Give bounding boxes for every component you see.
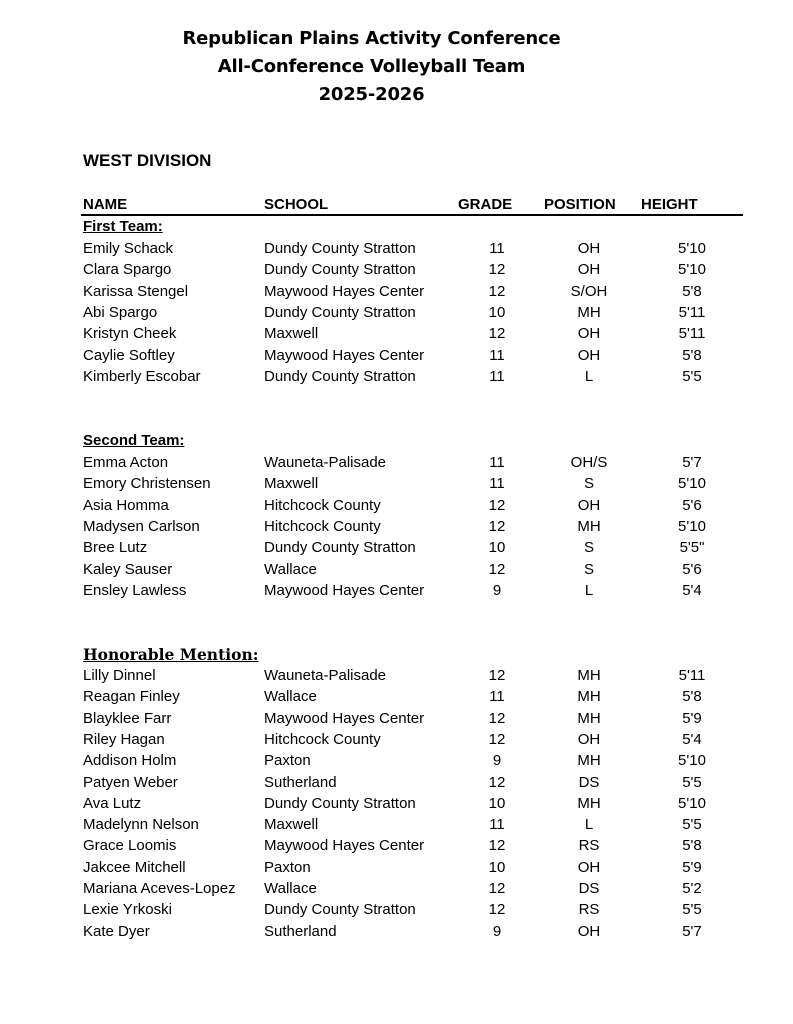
- player-name: Bree Lutz: [83, 539, 148, 557]
- player-grade: 11: [489, 367, 505, 385]
- player-position: OH: [577, 922, 601, 940]
- player-school: Wallace: [264, 688, 317, 706]
- player-height: 5'10: [678, 752, 706, 770]
- section-second-team-heading: Second Team:: [83, 432, 185, 449]
- player-height: 5'8: [682, 837, 702, 855]
- player-height: 5'5: [682, 901, 702, 919]
- player-height: 5'9: [682, 709, 702, 727]
- player-name: Clara Spargo: [83, 261, 172, 279]
- player-position: L: [584, 581, 594, 599]
- player-name: Blayklee Farr: [83, 709, 172, 727]
- player-name: Patyen Weber: [83, 773, 178, 791]
- table-row: [0, 901, 793, 922]
- column-header-name: NAME: [83, 196, 128, 213]
- player-height: 5'5": [679, 539, 705, 557]
- player-school: Dundy County Stratton: [264, 901, 416, 919]
- player-height: 5'10: [678, 240, 706, 257]
- player-grade: 9: [492, 581, 502, 599]
- player-name: Jakcee Mitchell: [83, 858, 186, 876]
- player-position: MH: [577, 517, 601, 535]
- player-name: Emily Schack: [83, 240, 174, 257]
- section-first-team-heading: First Team:: [83, 218, 163, 235]
- table-row: [0, 454, 793, 475]
- player-height: 5'2: [682, 880, 702, 897]
- table-row: [0, 688, 793, 709]
- player-school: Maxwell: [264, 816, 319, 834]
- player-height: 5'9: [682, 858, 702, 876]
- player-grade: 12: [488, 517, 506, 535]
- player-name: Abi Spargo: [83, 303, 158, 321]
- player-name: Kimberly Escobar: [83, 367, 201, 385]
- player-height: 5'5: [682, 816, 702, 834]
- player-height: 5'8: [682, 346, 702, 364]
- player-name: Lilly Dinnel: [83, 667, 156, 684]
- player-height: 5'10: [678, 475, 706, 493]
- player-grade: 12: [488, 282, 506, 300]
- section-honorable-mention-heading: Honorable Mention:: [83, 645, 259, 664]
- player-grade: 11: [489, 240, 505, 257]
- division-heading: WEST DIVISION: [83, 151, 212, 170]
- player-name: Emma Acton: [83, 454, 169, 471]
- player-height: 5'8: [682, 282, 702, 300]
- player-name: Madysen Carlson: [83, 517, 200, 535]
- player-position: MH: [577, 752, 601, 770]
- player-school: Paxton: [264, 858, 311, 876]
- player-grade: 11: [489, 346, 505, 364]
- player-grade: 10: [488, 539, 506, 557]
- player-position: OH: [577, 496, 601, 514]
- player-grade: 9: [492, 922, 502, 940]
- player-school: Dundy County Stratton: [264, 794, 416, 812]
- player-grade: 9: [492, 752, 502, 770]
- player-position: RS: [578, 901, 600, 919]
- player-height: 5'11: [678, 325, 706, 343]
- player-position: OH: [577, 346, 601, 364]
- table-row: [0, 837, 793, 858]
- player-grade: 10: [488, 303, 506, 321]
- player-grade: 12: [488, 261, 506, 279]
- player-height: 5'10: [678, 261, 706, 279]
- document-title-season: 2025-2026: [318, 84, 425, 105]
- player-name: Madelynn Nelson: [83, 816, 199, 834]
- document-title-conference: Republican Plains Activity Conference: [182, 28, 561, 49]
- player-school: Maywood Hayes Center: [264, 581, 425, 599]
- player-position: MH: [577, 688, 601, 706]
- table-row: [0, 752, 793, 773]
- player-grade: 12: [488, 709, 506, 727]
- player-name: Lexie Yrkoski: [83, 901, 172, 919]
- player-name: Reagan Finley: [83, 688, 180, 706]
- player-position: OH: [577, 325, 601, 343]
- table-row: [0, 582, 793, 603]
- player-height: 5'5: [682, 367, 702, 385]
- player-height: 5'4: [682, 581, 702, 599]
- table-row: [0, 561, 793, 582]
- player-position: OH: [577, 240, 601, 257]
- player-school: Paxton: [264, 752, 311, 770]
- table-row: [0, 304, 793, 325]
- player-position: S/OH: [570, 282, 608, 300]
- player-school: Maywood Hayes Center: [264, 346, 425, 364]
- player-height: 5'6: [682, 496, 702, 514]
- player-grade: 11: [489, 816, 505, 834]
- player-height: 5'10: [678, 794, 706, 812]
- player-position: DS: [578, 773, 600, 791]
- player-position: MH: [577, 303, 601, 321]
- player-position: S: [583, 475, 594, 493]
- player-position: OH: [577, 261, 601, 279]
- player-height: 5'11: [678, 667, 706, 684]
- player-height: 5'7: [682, 454, 702, 471]
- player-position: DS: [578, 880, 600, 897]
- table-row: [0, 497, 793, 518]
- player-grade: 12: [488, 730, 506, 748]
- table-row: [0, 880, 793, 901]
- table-row: [0, 368, 793, 389]
- player-position: L: [584, 367, 594, 385]
- player-school: Hitchcock County: [264, 730, 381, 748]
- player-grade: 12: [488, 837, 506, 855]
- player-grade: 12: [488, 496, 506, 514]
- player-name: Karissa Stengel: [83, 282, 189, 300]
- player-height: 5'11: [678, 303, 706, 321]
- table-row: [0, 518, 793, 539]
- player-school: Hitchcock County: [264, 496, 381, 514]
- player-position: L: [584, 816, 594, 834]
- table-row: [0, 774, 793, 795]
- player-height: 5'4: [682, 730, 702, 748]
- player-school: Maxwell: [264, 475, 319, 493]
- player-school: Maywood Hayes Center: [264, 282, 425, 300]
- table-row: [0, 816, 793, 837]
- player-school: Wauneta-Palisade: [264, 454, 387, 471]
- player-school: Dundy County Stratton: [264, 303, 416, 321]
- player-name: Kaley Sauser: [83, 560, 173, 578]
- player-school: Sutherland: [264, 773, 337, 791]
- table-row: [0, 283, 793, 304]
- player-position: MH: [577, 667, 601, 684]
- player-height: 5'7: [682, 922, 702, 940]
- player-school: Maywood Hayes Center: [264, 837, 425, 855]
- player-school: Wallace: [264, 560, 317, 578]
- player-position: MH: [577, 794, 601, 812]
- player-grade: 12: [488, 901, 506, 919]
- table-row: [0, 795, 793, 816]
- column-header-school: SCHOOL: [264, 196, 329, 213]
- player-height: 5'10: [678, 517, 706, 535]
- player-name: Emory Christensen: [83, 475, 211, 493]
- table-row: [0, 240, 793, 261]
- player-school: Hitchcock County: [264, 517, 381, 535]
- player-position: MH: [577, 709, 601, 727]
- player-grade: 12: [488, 773, 506, 791]
- table-row: [0, 667, 793, 688]
- table-row: [0, 347, 793, 368]
- table-row: [0, 261, 793, 282]
- table-row: [0, 859, 793, 880]
- player-name: Asia Homma: [83, 496, 169, 514]
- player-position: OH: [577, 730, 601, 748]
- player-grade: 11: [489, 454, 505, 471]
- player-name: Grace Loomis: [83, 837, 177, 855]
- player-position: S: [583, 539, 594, 557]
- player-grade: 10: [488, 794, 506, 812]
- column-header-height: HEIGHT: [641, 196, 698, 213]
- player-school: Wallace: [264, 880, 317, 897]
- document-title-team: All-Conference Volleyball Team: [217, 56, 526, 77]
- player-school: Dundy County Stratton: [264, 261, 416, 279]
- player-name: Addison Holm: [83, 752, 177, 770]
- player-grade: 12: [488, 560, 506, 578]
- player-school: Dundy County Stratton: [264, 539, 416, 557]
- player-school: Maxwell: [264, 325, 319, 343]
- table-row: [0, 731, 793, 752]
- player-height: 5'6: [682, 560, 702, 578]
- column-header-position: POSITION: [544, 196, 616, 213]
- player-position: S: [583, 560, 594, 578]
- player-name: Kristyn Cheek: [83, 325, 177, 343]
- player-name: Riley Hagan: [83, 730, 165, 748]
- player-grade: 11: [489, 475, 505, 493]
- player-school: Wauneta-Palisade: [264, 667, 387, 684]
- player-school: Dundy County Stratton: [264, 240, 416, 257]
- table-row: [0, 539, 793, 560]
- player-grade: 10: [488, 858, 506, 876]
- player-school: Maywood Hayes Center: [264, 709, 425, 727]
- player-grade: 12: [488, 667, 506, 684]
- player-position: OH: [577, 858, 601, 876]
- player-name: Mariana Aceves-Lopez: [83, 880, 236, 897]
- column-header-grade: GRADE: [458, 196, 513, 213]
- header-divider: [81, 214, 743, 216]
- table-row: [0, 710, 793, 731]
- player-name: Kate Dyer: [83, 922, 150, 940]
- player-school: Dundy County Stratton: [264, 367, 416, 385]
- player-grade: 12: [488, 325, 506, 343]
- player-name: Ensley Lawless: [83, 581, 187, 599]
- player-grade: 11: [489, 688, 505, 706]
- player-position: RS: [578, 837, 600, 855]
- table-row: [0, 325, 793, 346]
- table-row: [0, 923, 793, 944]
- player-name: Caylie Softley: [83, 346, 175, 364]
- player-school: Sutherland: [264, 922, 337, 940]
- player-height: 5'8: [682, 688, 702, 706]
- player-position: OH/S: [570, 454, 608, 471]
- player-grade: 12: [488, 880, 506, 897]
- player-name: Ava Lutz: [83, 794, 142, 812]
- table-row: [0, 475, 793, 496]
- player-height: 5'5: [682, 773, 702, 791]
